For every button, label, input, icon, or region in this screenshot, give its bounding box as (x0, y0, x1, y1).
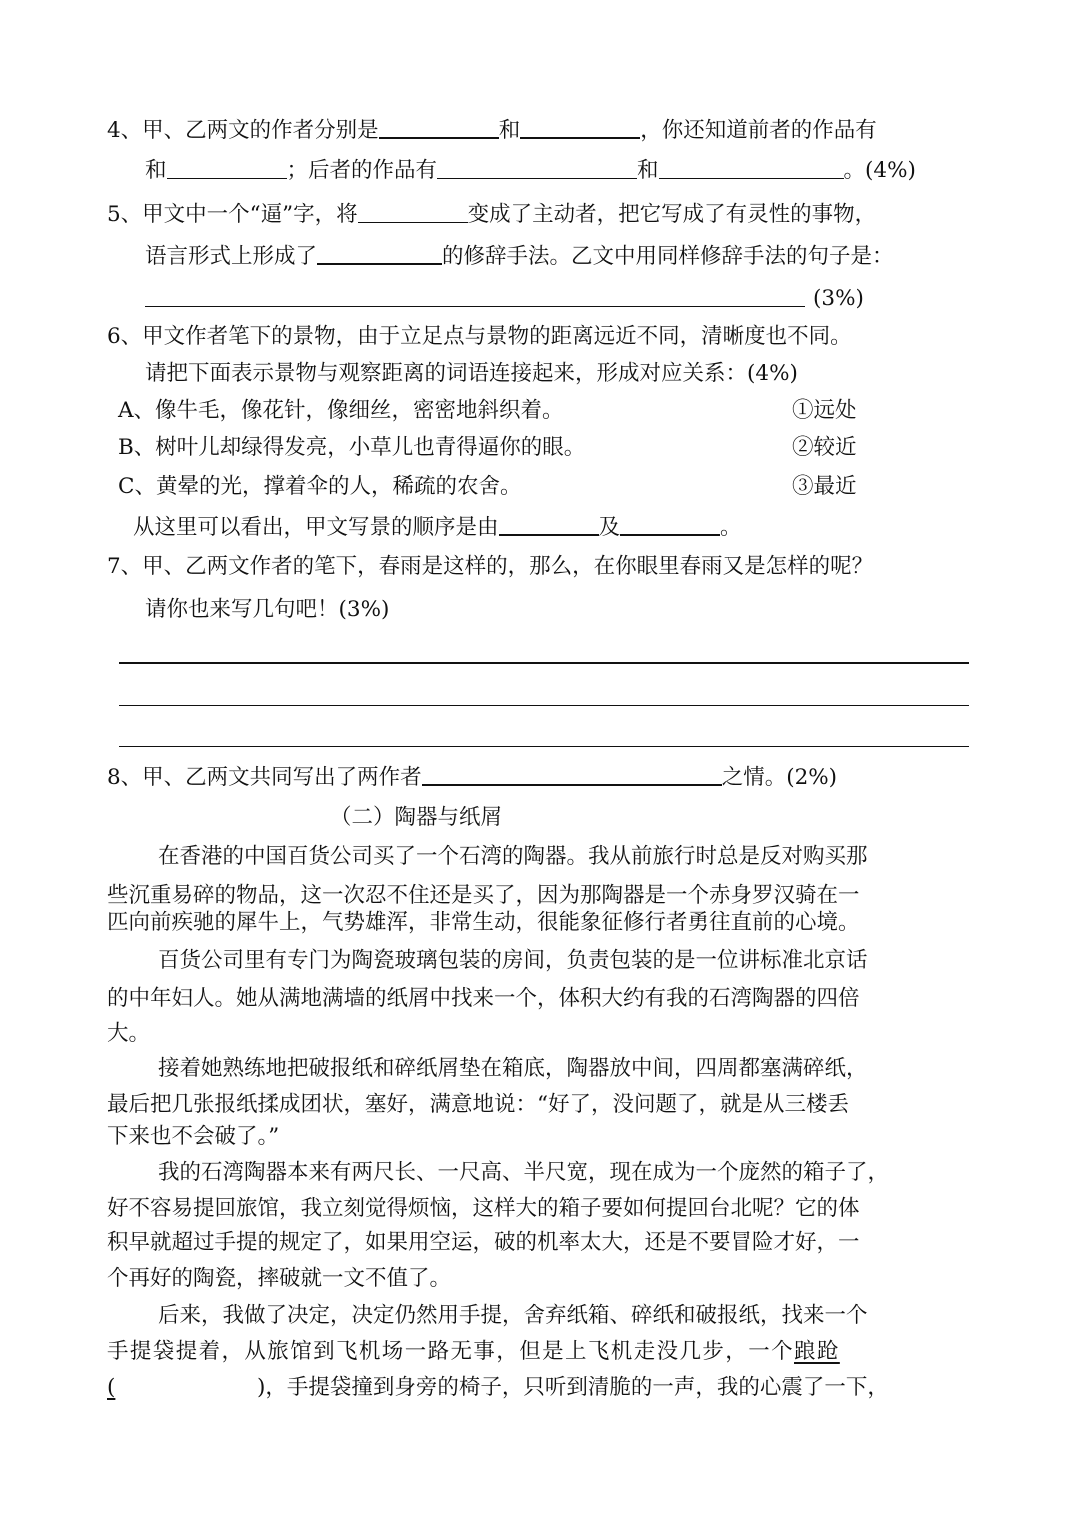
q5-line-3: (3%) (145, 286, 864, 312)
answer-blank[interactable] (437, 158, 637, 179)
q6-line-2: 请把下面表示景物与观察距离的词语连接起来，形成对应关系：(4%) (145, 361, 798, 386)
answer-blank[interactable] (520, 117, 640, 139)
q6-item-a: A、像牛毛，像花针，像细丝，密密地斜织着。 (118, 398, 564, 423)
passage-line: 个再好的陶瓷，摔破就一文不值了。 (107, 1266, 452, 1291)
answer-blank[interactable] (659, 158, 844, 179)
passage-line: 在香港的中国百货公司买了一个石湾的陶器。我从前旅行时总是反对购买那 (158, 844, 868, 869)
q6-match-1: ①远处 (792, 398, 857, 423)
q4-line-1: 4、甲、乙两文的作者分别是 和 ，你还知道前者的作品有 (107, 118, 877, 143)
q6-line-1: 6、甲文作者笔下的景物，由于立足点与景物的距离远近不同，清晰度也不同。 (107, 324, 852, 349)
q6-item-b: B、树叶儿却绿得发亮，小草儿也青得逼你的眼。 (118, 435, 586, 460)
passage-line: 好不容易提回旅馆，我立刻觉得烦恼，这样大的箱子要如何提回台北呢？它的体 (107, 1196, 860, 1221)
passage-line: 下来也不会破了。” (107, 1124, 280, 1149)
writing-line[interactable] (119, 705, 969, 706)
passage-line: 些沉重易碎的物品，这一次忍不住还是买了，因为那陶器是一个赤身罗汉骑在一 (107, 883, 860, 908)
passage-line: 手提袋提着，从旅馆到飞机场一路无事，但是上飞机走没几步，一个踉跄 (107, 1339, 840, 1364)
q5-line-2: 语言形式上形成了 的修辞手法。乙文中用同样修辞手法的句子是： (145, 244, 894, 269)
q6-match-3: ③最近 (792, 474, 857, 499)
passage-line: 后来，我做了决定，决定仍然用手提，舍弃纸箱、碎纸和破报纸，找来一个 (158, 1303, 868, 1328)
q6-match-2: ②较近 (792, 435, 857, 460)
writing-line[interactable] (119, 662, 969, 664)
answer-blank[interactable] (358, 202, 468, 223)
writing-line[interactable] (119, 746, 969, 747)
q7-line-2: 请你也来写几句吧！(3%) (145, 597, 390, 622)
underlined-word: 踉跄 (794, 1339, 840, 1364)
passage-line: 大。 (107, 1021, 151, 1046)
q7-line-1: 7、甲、乙两文作者的笔下，春雨是这样的，那么，在你眼里春雨又是怎样的呢？ (107, 554, 874, 579)
answer-blank[interactable] (379, 117, 499, 139)
passage-line: 的中年妇人。她从满地满墙的纸屑中找来一个，体积大约有我的石湾陶器的四倍 (107, 986, 860, 1011)
q8-line: 8、甲、乙两文共同写出了两作者 之情。(2%) (107, 765, 838, 790)
answer-blank[interactable] (167, 158, 287, 179)
passage-line: 百货公司里有专门为陶瓷玻璃包装的房间，负责包装的是一位讲标准北京话 (158, 948, 868, 973)
q6-order-line: 从这里可以看出，甲文写景的顺序是由 及 。 (133, 515, 742, 540)
answer-blank[interactable] (422, 764, 722, 786)
answer-blank[interactable] (620, 514, 720, 536)
passage-line: 我的石湾陶器本来有两尺长、一尺高、半尺宽，现在成为一个庞然的箱子了， (158, 1160, 890, 1185)
answer-blank[interactable] (499, 514, 599, 536)
q5-line-1: 5、甲文中一个“逼”字，将 变成了主动者，把它写成了有灵性的事物， (107, 202, 877, 227)
passage-line: ( )，手提袋撞到身旁的椅子，只听到清脆的一声，我的心震了一下， (107, 1375, 889, 1400)
q6-item-c: C、黄晕的光，撑着伞的人，稀疏的农舍。 (118, 474, 522, 499)
answer-blank[interactable] (317, 243, 442, 265)
passage-line: 接着她熟练地把破报纸和碎纸屑垫在箱底，陶器放中间，四周都塞满碎纸， (158, 1056, 868, 1081)
q4-line-2: 和 ；后者的作品有 和 。(4%) (145, 158, 916, 183)
annotation-blank[interactable]: ( (107, 1375, 116, 1400)
passage-line: 积早就超过手提的规定了，如果用空运，破的机率太大，还是不要冒险才好，一 (107, 1230, 860, 1255)
passage-line: 匹向前疾驰的犀牛上，气势雄浑，非常生动，很能象征修行者勇往直前的心境。 (107, 910, 860, 935)
answer-blank[interactable] (145, 286, 805, 307)
passage-line: 最后把几张报纸揉成团状，塞好，满意地说：“好了，没问题了，就是从三楼丢 (107, 1092, 849, 1117)
section-title: （二）陶器与纸屑 (330, 805, 503, 830)
